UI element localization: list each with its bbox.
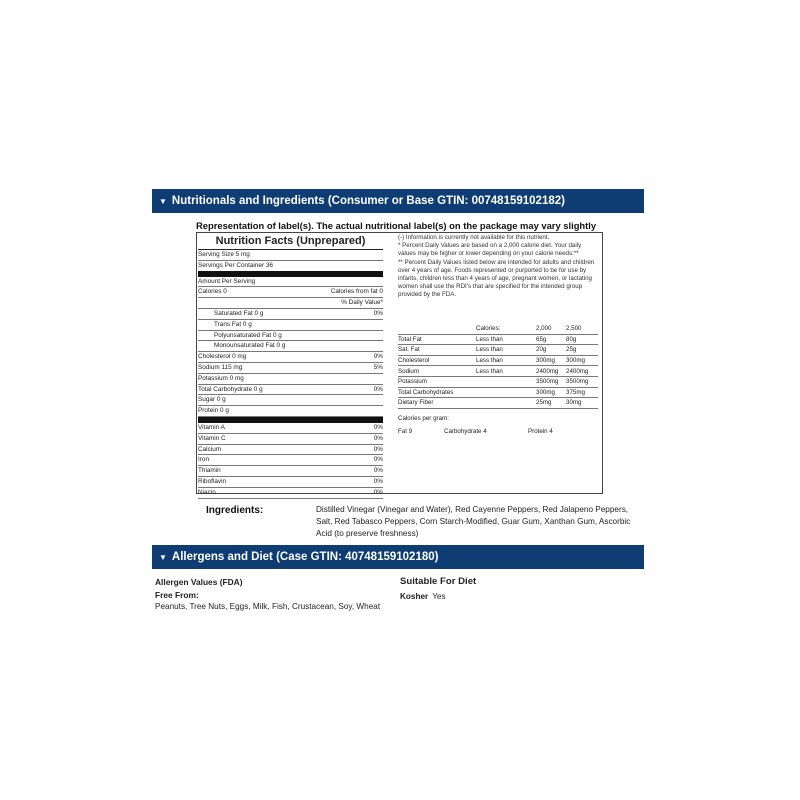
vitamin-label: Riboflavin bbox=[198, 477, 227, 485]
dv-table-cell: Total Carbohydrates bbox=[398, 387, 476, 398]
amount-per-serving bbox=[198, 277, 383, 288]
amount-per-serving-text: Amount Per Serving bbox=[198, 277, 256, 285]
representation-note: Representation of label(s). The actual nutritional label(s) on the package may vary slightly bbox=[196, 220, 597, 231]
vitamin-label: Vitamin A bbox=[198, 423, 225, 431]
dv-table-cell: Total Fat bbox=[398, 334, 476, 345]
allergen-values-title: Allergen Values (FDA) bbox=[155, 577, 243, 587]
vitamin-dv: 0% bbox=[373, 467, 383, 475]
dv-table-row bbox=[398, 387, 598, 398]
dv-table-cell bbox=[476, 398, 536, 409]
caret-down-icon: ▼ bbox=[159, 552, 167, 562]
diet-row bbox=[400, 592, 446, 601]
calories-per-gram-label: Calories per gram: bbox=[398, 415, 449, 422]
dv-table-cell: 3500mg bbox=[566, 376, 598, 387]
nutrient-row bbox=[198, 363, 383, 374]
nutrient-row bbox=[198, 406, 383, 417]
nutrient-label: Sugar 0 g bbox=[198, 396, 226, 404]
dv-table-cell: 30mg bbox=[566, 398, 598, 409]
vitamin-dv: 0% bbox=[373, 423, 383, 431]
dv-table-cell: Calories: bbox=[476, 324, 536, 334]
nutrient-row bbox=[198, 385, 383, 396]
diet-value: Yes bbox=[432, 592, 446, 601]
dv-table-cell: 300mg bbox=[566, 355, 598, 366]
polyunsaturated-fat-label: Polyunsaturated Fat 0 g bbox=[214, 331, 282, 339]
dv-table-cell: 300mg bbox=[536, 355, 566, 366]
fat-per-gram: Fat 9 bbox=[398, 428, 413, 435]
nutrient-label: Protein 0 g bbox=[198, 407, 229, 415]
dv-table-cell: 2,500 bbox=[566, 324, 598, 334]
dv-table-row bbox=[398, 398, 598, 409]
section-header-nutritionals[interactable] bbox=[152, 189, 644, 213]
daily-value-header bbox=[198, 298, 383, 309]
dv-table-cell: 65g bbox=[536, 334, 566, 345]
vitamin-dv: 0% bbox=[373, 434, 383, 442]
vitamin-label: Calcium bbox=[198, 445, 222, 453]
dv-table-cell: Less than bbox=[476, 334, 536, 345]
daily-values-table bbox=[398, 324, 598, 409]
saturated-fat-dv: 0% bbox=[373, 309, 383, 317]
trans-fat-label: Trans Fat 0 g bbox=[214, 320, 252, 328]
vitamin-label: Niacin bbox=[198, 488, 216, 496]
dv-table-cell: 375mg bbox=[566, 387, 598, 398]
vitamin-row bbox=[198, 434, 383, 445]
free-from-list: Peanuts, Tree Nuts, Eggs, Milk, Fish, Crustacean, Soy, Wheat bbox=[155, 602, 381, 611]
vitamin-row bbox=[198, 423, 383, 434]
percent-dv-note: * Percent Daily Values are based on a 2,000 calorie diet. Your daily values may be higher or lower depending on your calorie needs:** bbox=[398, 242, 582, 258]
monounsaturated-fat-row bbox=[198, 341, 383, 352]
ingredients-label: Ingredients: bbox=[206, 505, 264, 516]
dv-table-cell: Less than bbox=[476, 345, 536, 356]
vitamin-row bbox=[198, 477, 383, 488]
carbohydrate-per-gram: Carbohydrate 4 bbox=[444, 428, 487, 435]
dv-table-row bbox=[398, 334, 598, 345]
ingredients-text: Distilled Vinegar (Vinegar and Water), Red Cayenne Peppers, Red Jalapeno Peppers, Salt, Red Tabasco Peppers, Corn Starch-Modified, Guar Gum, Xanthan Gum, Ascorbic Acid (to preserve freshness) bbox=[316, 505, 631, 539]
dv-table-cell: Sodium bbox=[398, 366, 476, 377]
calories-from-fat: Calories from fat 0 bbox=[330, 288, 383, 296]
nutrient-row bbox=[198, 374, 383, 385]
caret-down-icon: ▼ bbox=[159, 196, 167, 206]
vitamin-label: Vitamin C bbox=[198, 434, 226, 442]
nutrient-dv: 5% bbox=[373, 363, 383, 371]
dv-table-cell: 25mg bbox=[536, 398, 566, 409]
nutrient-label: Cholesterol 0 mg bbox=[198, 353, 247, 361]
nutrient-label: Sodium 115 mg bbox=[198, 363, 243, 371]
dv-table-cell: Dietary Fiber bbox=[398, 398, 476, 409]
dv-table-cell: Cholesterol bbox=[398, 355, 476, 366]
footnotes-panel bbox=[398, 234, 598, 300]
nutrient-row bbox=[198, 395, 383, 406]
free-from-label: Free From: bbox=[155, 590, 199, 600]
saturated-fat-row bbox=[198, 309, 383, 320]
diet-name: Kosher bbox=[400, 592, 429, 601]
dv-table-row bbox=[398, 345, 598, 356]
nutrient-dv: 0% bbox=[373, 353, 383, 361]
dv-table-cell: Less than bbox=[476, 366, 536, 377]
vitamin-dv: 0% bbox=[373, 488, 383, 496]
monounsaturated-fat-label: Monounsaturated Fat 0 g bbox=[214, 342, 286, 350]
dv-table-cell: 3500mg bbox=[536, 376, 566, 387]
calories-per-gram-values bbox=[398, 428, 598, 435]
saturated-fat-label: Saturated Fat 0 g bbox=[214, 309, 264, 317]
calories-row bbox=[198, 287, 383, 298]
vitamin-row bbox=[198, 488, 383, 499]
nutrient-label: Potassium 0 mg bbox=[198, 374, 244, 382]
vitamin-rows bbox=[198, 423, 383, 499]
trans-fat-row bbox=[198, 320, 383, 331]
dv-table-cell: Sat. Fat bbox=[398, 345, 476, 356]
vitamin-dv: 0% bbox=[373, 445, 383, 453]
vitamin-row bbox=[198, 445, 383, 456]
calories-value: Calories 0 bbox=[198, 288, 227, 296]
dv-table-cell bbox=[398, 324, 476, 334]
dv-table-cell: 300mg bbox=[536, 387, 566, 398]
dv-table-cell: Less than bbox=[476, 355, 536, 366]
protein-per-gram: Protein 4 bbox=[528, 428, 553, 435]
servings-per-container bbox=[198, 261, 383, 271]
dv-table-header bbox=[398, 324, 598, 334]
vitamin-row bbox=[198, 466, 383, 477]
dv-table-row bbox=[398, 366, 598, 377]
suitable-for-diet-title: Suitable For Diet bbox=[400, 576, 477, 587]
not-available-note: (-) Information is currently not available for this nutrient. bbox=[398, 234, 550, 241]
nutrition-facts-panel bbox=[198, 234, 383, 499]
dv-table-cell: 25g bbox=[566, 345, 598, 356]
dv-table-cell bbox=[476, 376, 536, 387]
serving-size bbox=[198, 250, 383, 261]
vitamin-label: Thiamin bbox=[198, 467, 221, 475]
dv-table-row bbox=[398, 355, 598, 366]
vitamin-dv: 0% bbox=[373, 456, 383, 464]
dv-table-row bbox=[398, 376, 598, 387]
polyunsaturated-fat-row bbox=[198, 331, 383, 342]
nutrient-rows bbox=[198, 352, 383, 417]
section-header-title: Allergens and Diet (Case GTIN: 40748159102180) bbox=[171, 551, 439, 563]
dv-table-cell bbox=[476, 387, 536, 398]
servings-per-container-text: Servings Per Container 36 bbox=[198, 261, 273, 269]
section-header-allergens[interactable] bbox=[152, 545, 644, 569]
nutrition-facts-title: Nutrition Facts (Unprepared) bbox=[198, 234, 383, 250]
dv-table-cell: 20g bbox=[536, 345, 566, 356]
nutrient-row bbox=[198, 352, 383, 363]
nutrient-dv: 0% bbox=[373, 385, 383, 393]
vitamin-row bbox=[198, 455, 383, 466]
section-header-title: Nutritionals and Ingredients (Consumer or Base GTIN: 00748159102182) bbox=[171, 195, 565, 207]
serving-size-text: Serving Size 5 mg bbox=[198, 251, 250, 258]
dv-table-cell: 2400mg bbox=[536, 366, 566, 377]
daily-value-header-text: % Daily Value* bbox=[341, 299, 383, 307]
dv-table-cell: 80g bbox=[566, 334, 598, 345]
vitamin-label: Iron bbox=[198, 456, 210, 464]
dv-table-cell: 2,000 bbox=[536, 324, 566, 334]
vitamin-dv: 0% bbox=[373, 477, 383, 485]
percent-dv-note-2: ** Percent Daily Values listed below are intended for adults and children over 4 years of age. Foods represented or purported to be for use by infants, children less than 4 years of age, pregnant women, or lactating women shall use the RDI's that are specified for the intended group provided by the FDA. bbox=[398, 258, 595, 299]
dv-table-cell: Potassium bbox=[398, 376, 476, 387]
nutrient-label: Total Carbohydrate 0 g bbox=[198, 385, 263, 393]
dv-table-cell: 2400mg bbox=[566, 366, 598, 377]
